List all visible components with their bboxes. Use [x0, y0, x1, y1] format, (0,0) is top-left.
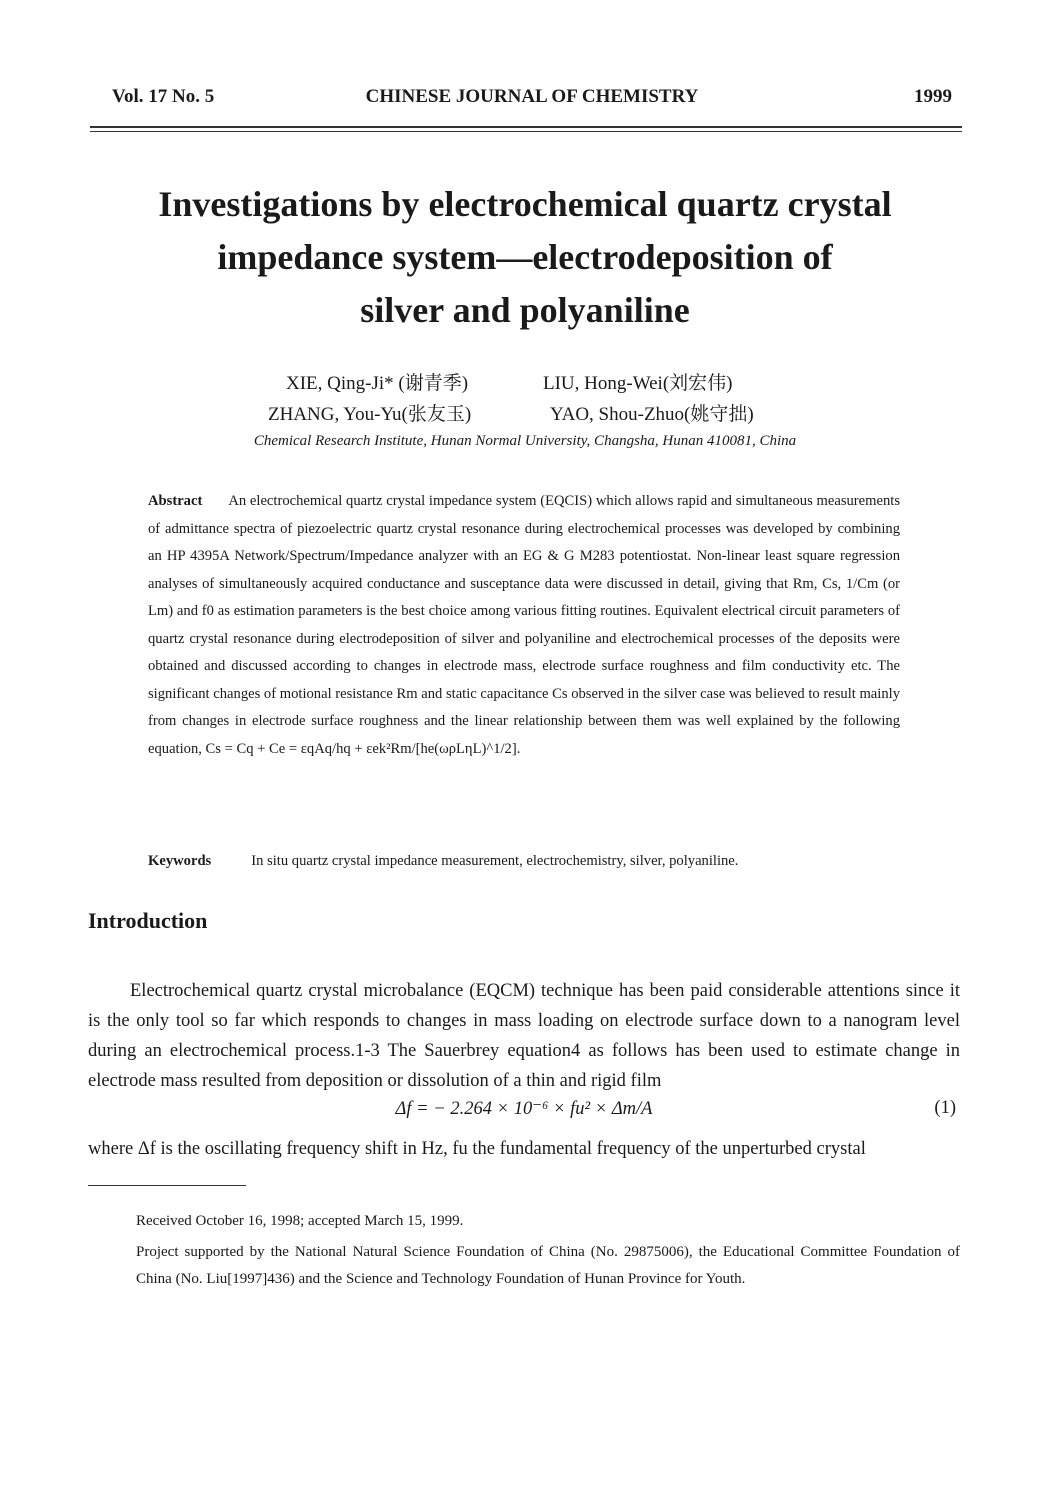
keywords [148, 853, 900, 870]
footnotes [136, 1208, 960, 1297]
author-name: LIU, Hong-Wei(刘宏伟) [543, 373, 733, 394]
body-text-continued: where Δf is the oscillating frequency shift in Hz, fu the fundamental frequency of the unperturbed crystal [88, 1139, 866, 1159]
abstract-text: An electrochemical quartz crystal impedance system (EQCIS) which allows rapid and simultaneous measurements of admittance spectra of piezoelectric quartz crystal resonance during electrochemical processes was developed by combining an HP 4395A Network/Spectrum/Impedance analyzer with an EG & G M283 potentiostat. Non-linear least square regression analyses of simultaneously acquired conductance and susceptance data were discussed in detail, giving that Rm, Cs, 1/Cm (or Lm) and f0 as estimation parameters is the best choice among various fitting routines. Equivalent electrical circuit parameters of quartz crystal resonance during electrodeposition of silver and polyaniline and electrochemical processes of the deposits were obtained and discussed according to changes in electrode mass, electrode surface roughness and film conductivity etc. The significant changes of motional resistance Rm and static capacitance Cs observed in the silver case was believed to result mainly from changes in electrode surface roughness and the linear relationship between them was well explained by the following equation, Cs = Cq + Ce = εqAq/hq + εek²Rm/[he(ωρLηL)^1/2]. [148, 493, 900, 757]
author-name: ZHANG, You-Yu(张友玉) [268, 404, 472, 425]
running-header [112, 86, 952, 114]
publication-year: 1999 [914, 86, 952, 107]
header-rule-thick [90, 126, 962, 128]
intro-paragraph: Electrochemical quartz crystal microbalance (EQCM) technique has been paid considerable attentions since it is the only tool so far which responds to changes in mass loading on electrode surface down to a nanogram level during an electrochemical process.1-3 The Sauerbrey equation4 as follows has been used to estimate change in electrode mass resulted from deposition or dissolution of a thin and rigid film [88, 981, 960, 1091]
abstract [148, 488, 900, 763]
section-heading: Introduction [88, 908, 208, 933]
title-line: silver and polyaniline [360, 290, 690, 330]
equation-row [88, 1098, 960, 1128]
body-text [88, 976, 960, 1096]
keywords-text: In situ quartz crystal impedance measurement, electrochemistry, silver, polyaniline. [251, 853, 739, 869]
header-rule-thin [90, 131, 962, 132]
author-name: YAO, Shou-Zhuo(姚守拙) [550, 404, 754, 425]
equation-number: (1) [934, 1098, 956, 1118]
keywords-label: Keywords [148, 853, 212, 869]
sauerbrey-equation: Δf = − 2.264 × 10⁻⁶ × fu² × Δm/A [395, 1099, 653, 1119]
affiliation: Chemical Research Institute, Hunan Normal University, Changsha, Hunan 410081, China [253, 433, 797, 449]
title-line: impedance system—electrodeposition of [217, 237, 833, 277]
author-list [100, 368, 950, 430]
footnote-funding: Project supported by the National Natural Science Foundation of China (No. 29875006), the Educational Committee Foundation of China (No. Liu[1997]436) and the Science and Technology Foundation of Hunan Province for Youth. [136, 1244, 960, 1287]
author-name: XIE, Qing-Ji* (谢青季) [286, 373, 469, 394]
author-row [100, 399, 950, 430]
journal-name: CHINESE JOURNAL OF CHEMISTRY [365, 86, 699, 107]
footnote-received: Received October 16, 1998; accepted March 15, 1999. [136, 1213, 464, 1229]
footnote-rule [88, 1185, 246, 1186]
title-line: Investigations by electrochemical quartz crystal [158, 184, 892, 224]
author-row [100, 368, 950, 399]
abstract-label: Abstract [148, 493, 203, 509]
volume-issue: Vol. 17 No. 5 [112, 86, 215, 107]
article-title [100, 178, 950, 337]
